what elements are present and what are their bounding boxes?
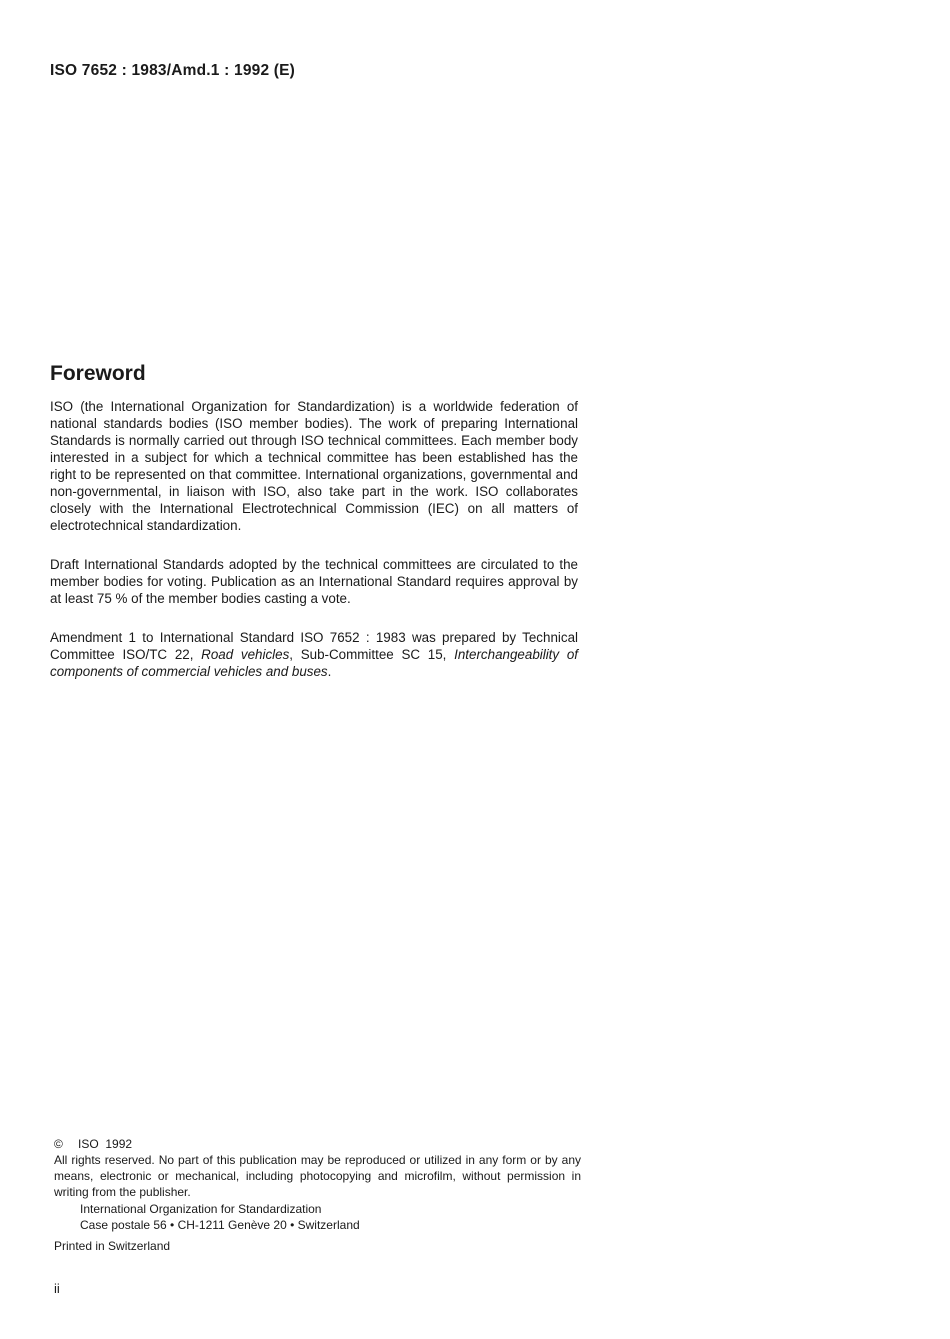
foreword-paragraph-3 [50, 629, 578, 680]
copyright-block [54, 1136, 581, 1254]
paragraph-3-end: . [327, 664, 332, 679]
copyright-line [54, 1136, 581, 1152]
rights-statement: All rights reserved. No part of this publication may be reproduced or utilized in any form or by any means, electronic or mechanical, including photocopying and microfilm, without permission in writing from the publisher. [54, 1153, 581, 1199]
foreword-paragraph-1: ISO (the International Organization for Standardization) is a worldwide federation of national standards bodies (ISO member bodies). The work of preparing International Standards is normally carried out through ISO technical committees. Each member body interested in a subject for which a technical committee has been established has the right to be represented on that committee. International organizations, governmental and non-governmental, in liaison with ISO, also take part in the work. ISO collaborates closely with the International Electrotechnical Commission (IEC) on all matters of electrotechnical standardization. [50, 399, 578, 533]
foreword-heading: Foreword [50, 362, 146, 385]
printed-in: Printed in Switzerland [54, 1239, 171, 1253]
document-identifier: ISO 7652 : 1983/Amd.1 : 1992 (E) [50, 62, 296, 79]
foreword-paragraph-2: Draft International Standards adopted by the technical committees are circulated to the member bodies for voting. Publication as an International Standard requires approval by at least 75 % of the member bodies casting a vote. [50, 557, 578, 606]
publisher-postal-address: Case postale 56 • CH-1211 Genève 20 • Switzerland [80, 1218, 360, 1232]
committee-name: Road vehicles [201, 647, 290, 662]
page-number: ii [54, 1281, 60, 1296]
paragraph-3-middle: , Sub-Committee SC 15, [289, 647, 455, 662]
paragraph-3-lead: Amendment 1 to International Standard ISO 7652 : 1983 was prepared by Technical Committee ISO/TC 22, [50, 630, 578, 662]
publisher-address [80, 1201, 581, 1233]
copyright-owner-year: ISO 1992 [78, 1137, 133, 1151]
publisher-name: International Organization for Standardization [80, 1202, 322, 1216]
foreword-body [50, 398, 578, 680]
copyright-icon: © [54, 1137, 63, 1151]
subcommittee-name: Interchangeability of components of commercial vehicles and buses [50, 647, 578, 679]
